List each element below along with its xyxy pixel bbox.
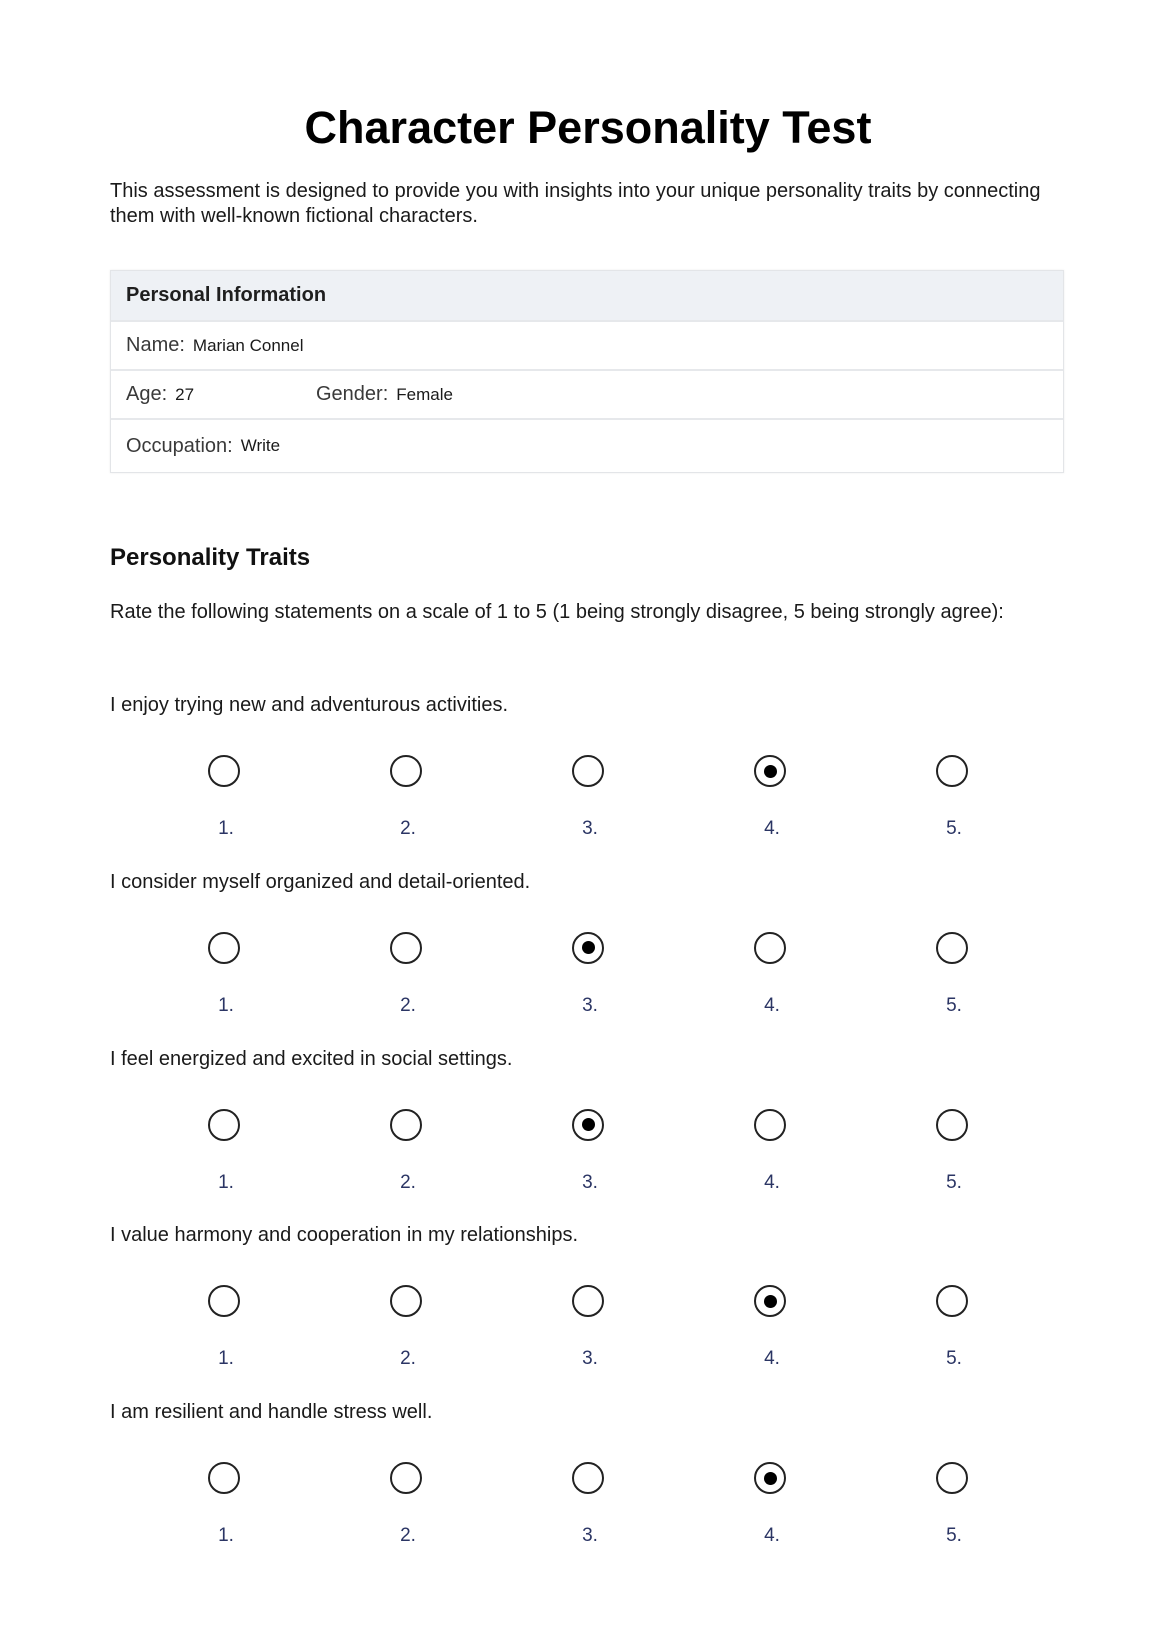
rating-radio-1[interactable] bbox=[208, 932, 240, 964]
rating-option-label: 3. bbox=[582, 818, 598, 839]
radio-selected-dot bbox=[582, 941, 595, 954]
radio-selected-dot bbox=[764, 1472, 777, 1485]
rating-radio-2[interactable] bbox=[390, 1462, 422, 1494]
rating-option-label: 2. bbox=[400, 994, 416, 1016]
rating-radio-1[interactable] bbox=[208, 1109, 240, 1141]
gender-cell bbox=[316, 383, 453, 406]
rating-option-label: 1. bbox=[218, 1171, 234, 1193]
rating-option-label: 1. bbox=[218, 994, 234, 1016]
intro-description: This assessment is designed to provide you with insights into your unique personality traits by connecting them with well-known fictional characters. bbox=[110, 180, 1041, 227]
personal-info-heading: Personal Information bbox=[111, 271, 1063, 322]
rating-option-label: 4. bbox=[764, 994, 780, 1016]
gender-label: Gender: bbox=[316, 383, 389, 405]
personality-traits-heading: Personality Traits bbox=[110, 544, 311, 571]
rating-radio-5[interactable] bbox=[936, 755, 968, 787]
rating-option-label: 1. bbox=[218, 1525, 234, 1547]
rating-option-label: 5. bbox=[946, 1525, 962, 1547]
rating-radio-1[interactable] bbox=[208, 1462, 240, 1494]
page-title: Character Personality Test bbox=[304, 102, 872, 153]
rating-option-label: 4. bbox=[764, 1171, 780, 1193]
rating-radio-5[interactable] bbox=[936, 1285, 968, 1317]
rating-radio-4[interactable] bbox=[754, 1285, 786, 1317]
occupation-row bbox=[111, 420, 1063, 472]
rating-option-label: 5. bbox=[946, 1171, 962, 1193]
rating-radio-1[interactable] bbox=[208, 1285, 240, 1317]
rating-option-label: 2. bbox=[400, 1348, 416, 1370]
rating-radio-2[interactable] bbox=[390, 1285, 422, 1317]
rating-option-label: 5. bbox=[946, 1348, 962, 1370]
name-field[interactable]: Marian Connel bbox=[192, 335, 304, 355]
radio-selected-dot bbox=[582, 1118, 595, 1131]
question-text: I am resilient and handle stress well. bbox=[110, 1401, 433, 1424]
radio-selected-dot bbox=[764, 1295, 777, 1308]
rating-radio-3[interactable] bbox=[572, 755, 604, 787]
rating-option-label: 2. bbox=[400, 1171, 416, 1193]
rating-radio-4[interactable] bbox=[754, 1109, 786, 1141]
radio-selected-dot bbox=[764, 765, 777, 778]
rating-radio-2[interactable] bbox=[390, 755, 422, 787]
rating-option-label: 3. bbox=[582, 1171, 598, 1193]
rating-option-label: 3. bbox=[582, 994, 598, 1016]
rating-option-label: 3. bbox=[582, 1525, 598, 1547]
rating-radio-3[interactable] bbox=[572, 1109, 604, 1141]
age-label: Age: bbox=[126, 383, 168, 405]
rating-radio-5[interactable] bbox=[936, 932, 968, 964]
question-text: I enjoy trying new and adventurous activities. bbox=[110, 694, 508, 716]
rating-option-label: 4. bbox=[764, 1525, 780, 1547]
gender-field[interactable]: Female bbox=[396, 384, 453, 404]
age-field[interactable]: 27 bbox=[175, 384, 195, 404]
question-text: I value harmony and cooperation in my relationships. bbox=[110, 1224, 579, 1247]
rating-option-label: 1. bbox=[218, 1348, 234, 1370]
rating-radio-5[interactable] bbox=[936, 1462, 968, 1494]
name-row bbox=[111, 322, 1063, 371]
occupation-label: Occupation: bbox=[126, 434, 233, 457]
rating-radio-1[interactable] bbox=[208, 755, 240, 787]
rating-option-label: 4. bbox=[764, 818, 780, 839]
rating-radio-3[interactable] bbox=[572, 1462, 604, 1494]
occupation-field[interactable]: Write bbox=[240, 436, 281, 455]
rating-radio-4[interactable] bbox=[754, 755, 786, 787]
rating-option-label: 3. bbox=[582, 1348, 598, 1370]
rating-radio-3[interactable] bbox=[572, 1285, 604, 1317]
rating-option-label: 5. bbox=[946, 818, 962, 839]
age-gender-row bbox=[111, 371, 1063, 420]
rating-option-label: 2. bbox=[400, 818, 416, 839]
rating-radio-2[interactable] bbox=[390, 932, 422, 964]
rating-instructions: Rate the following statements on a scale of 1 to 5 (1 being strongly disagree, 5 being strongly agree): bbox=[110, 601, 1004, 623]
name-label: Name: bbox=[126, 334, 185, 356]
rating-radio-2[interactable] bbox=[390, 1109, 422, 1141]
rating-option-label: 1. bbox=[218, 818, 234, 839]
rating-option-label: 5. bbox=[946, 994, 962, 1016]
rating-radio-4[interactable] bbox=[754, 932, 786, 964]
rating-option-label: 4. bbox=[764, 1348, 780, 1370]
rating-radio-5[interactable] bbox=[936, 1109, 968, 1141]
personal-info-table bbox=[110, 270, 1064, 473]
question-text: I consider myself organized and detail-oriented. bbox=[110, 870, 531, 893]
question-text: I feel energized and excited in social settings. bbox=[110, 1047, 513, 1070]
rating-radio-4[interactable] bbox=[754, 1462, 786, 1494]
rating-radio-3[interactable] bbox=[572, 932, 604, 964]
rating-option-label: 2. bbox=[400, 1525, 416, 1547]
